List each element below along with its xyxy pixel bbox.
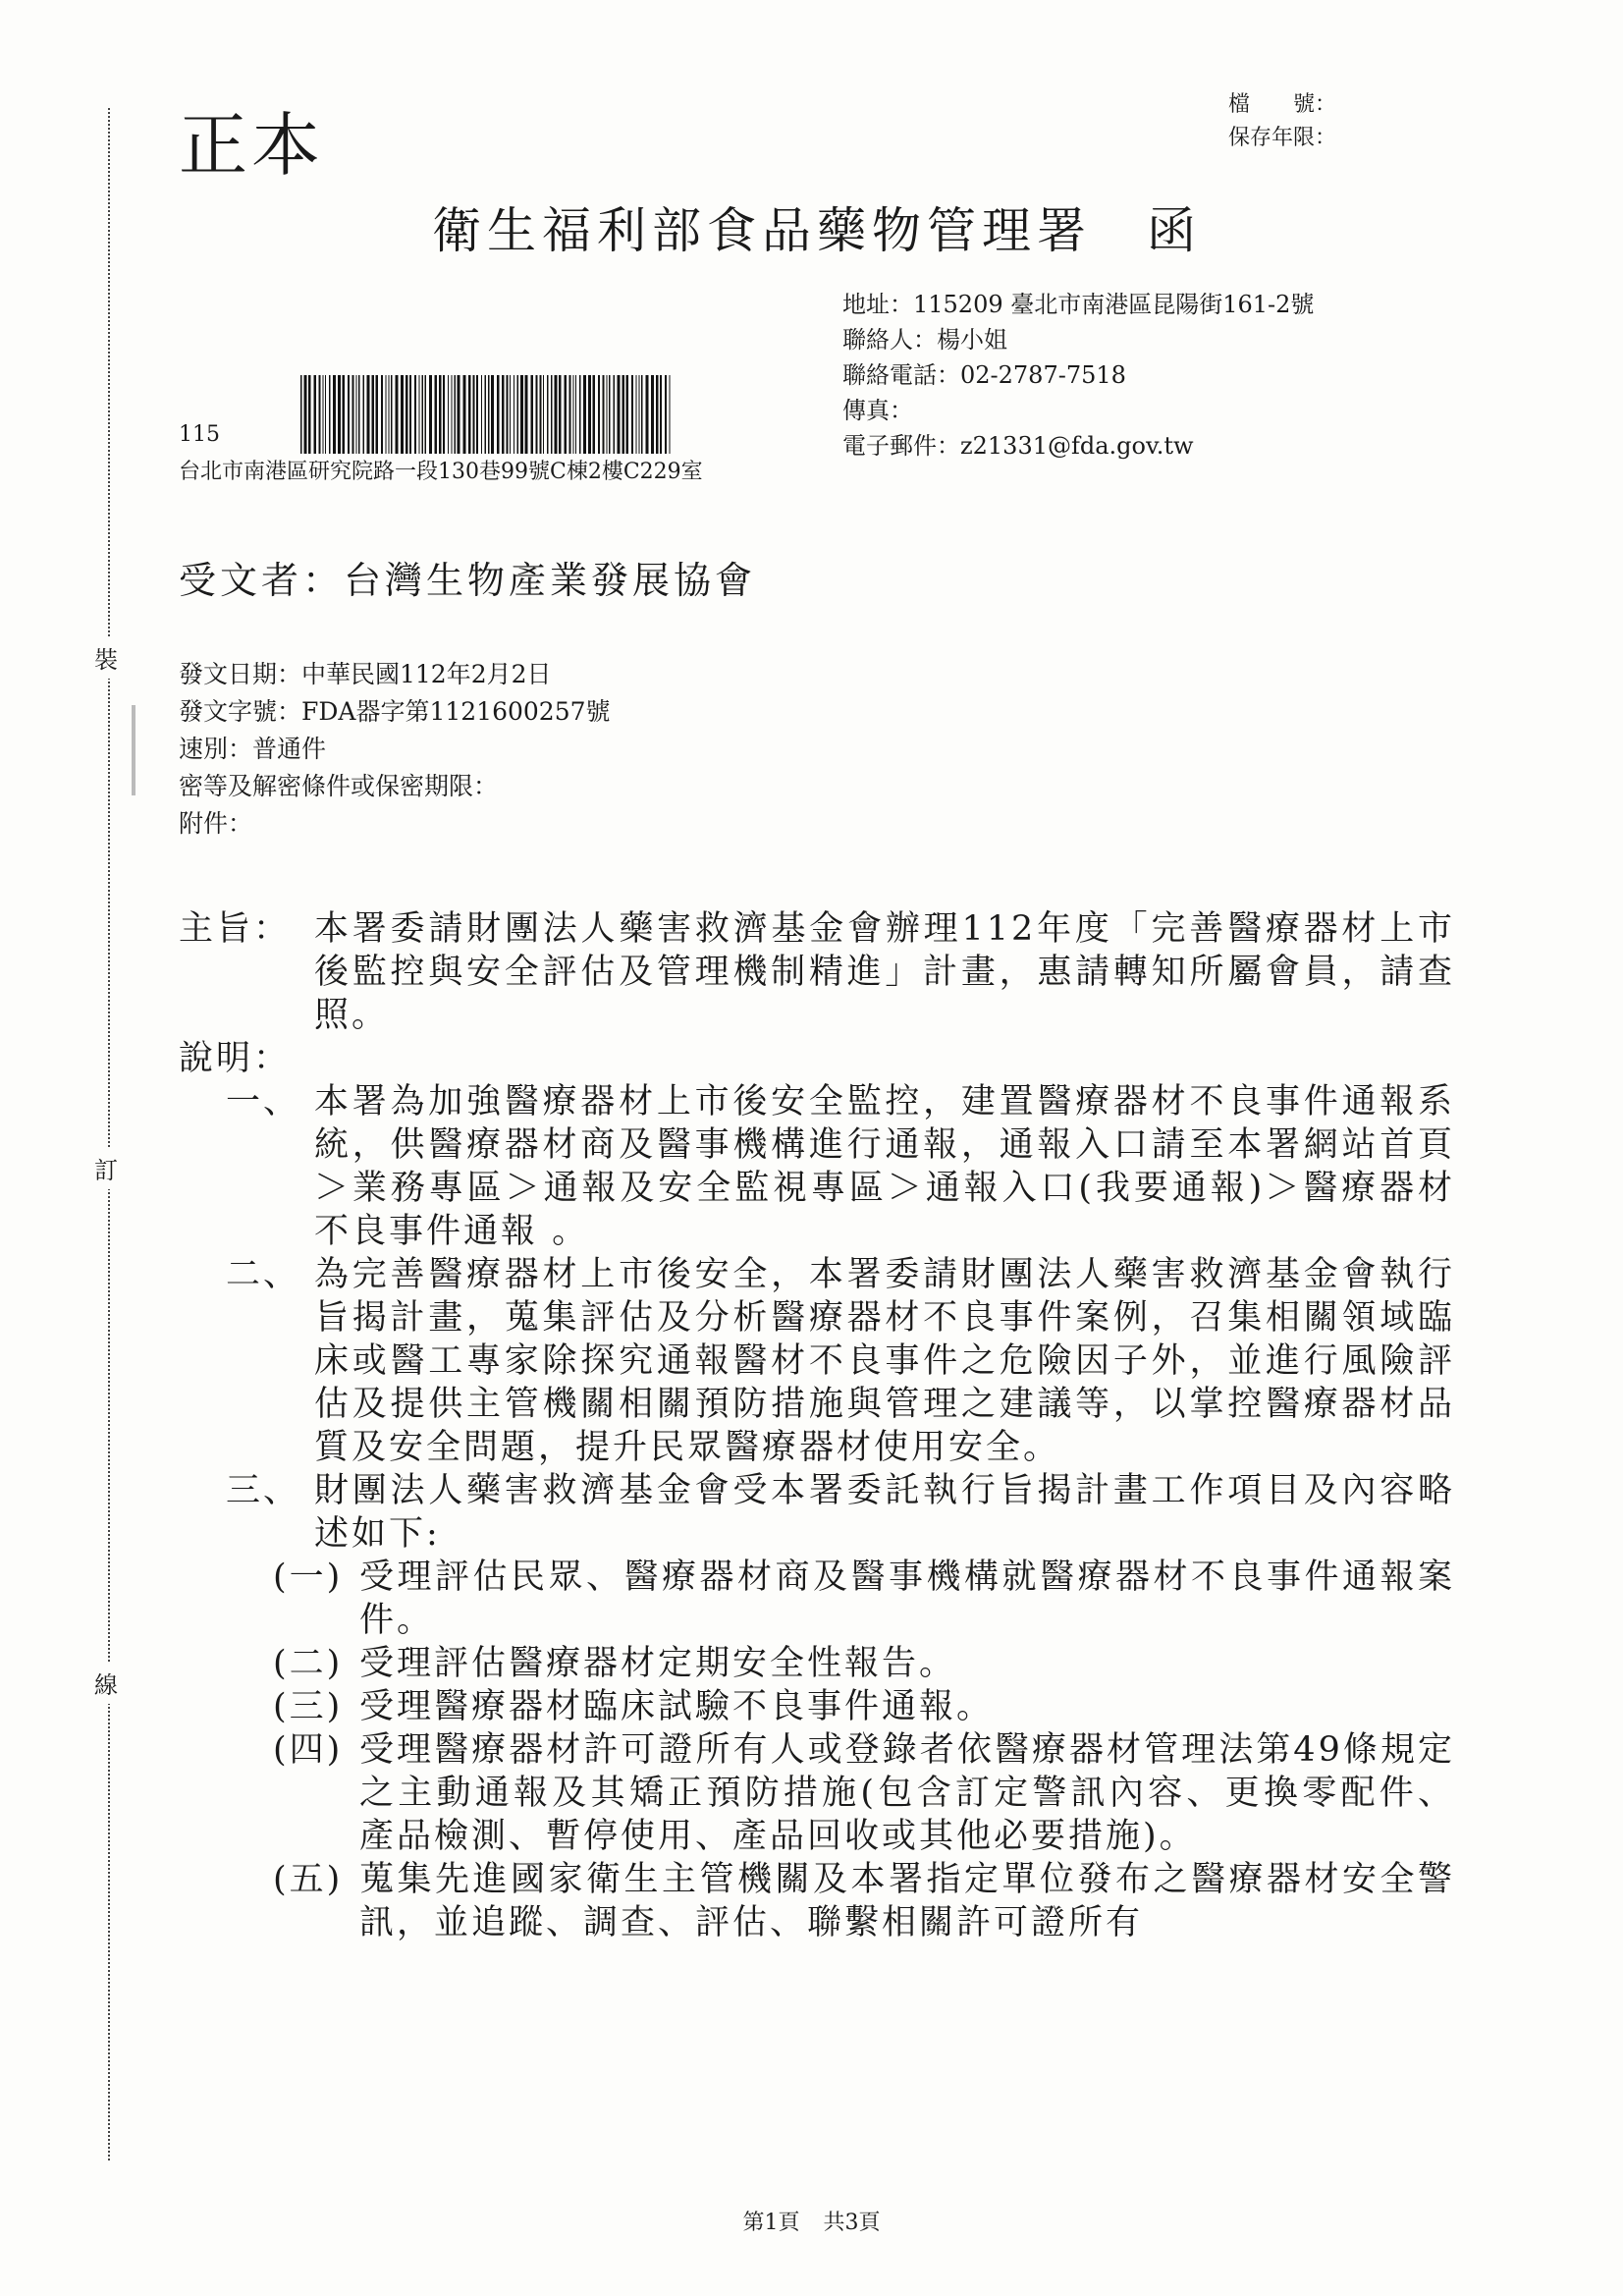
copy-mark: 正本 (179, 105, 324, 186)
barcode-bar (409, 375, 411, 454)
barcode-bar (540, 375, 542, 454)
item-text: 為完善醫療器材上市後安全，本署委請財團法人藥害救濟基金會執行旨揭計畫，蒐集評估及分析醫療器材不良事件案例，召集相關領域臨床或醫工專家除探究通報醫材不良事件之危險因子外，並進行風險評估及提供主管機關相關預防措施與管理之建議等，以掌控醫療器材品質及安全問題，提升民眾醫療器材使用安全。 (314, 1255, 1455, 1467)
barcode-bar (491, 375, 494, 454)
barcode-bar (468, 375, 471, 454)
barcode-bar (547, 375, 549, 454)
item-text: 本署為加強醫療器材上市後安全監控，建置醫療器材不良事件通報系統，供醫療器材商及醫事機構進行通報，通報入口請至本署網站首頁＞業務專區＞通報及安全監視專區＞通報入口(我要通報)＞醫療器材不良事件通報 。 (314, 1082, 1455, 1251)
file-meta (1228, 88, 1336, 155)
agency-title (432, 191, 1202, 262)
barcode-bar (308, 375, 311, 454)
explanation-label: 說明： (179, 1039, 292, 1078)
page-footer (0, 2206, 1623, 2236)
barcode-bar (670, 375, 671, 454)
barcode-bar (319, 375, 321, 454)
barcode-bar (555, 375, 558, 454)
barcode-bar (435, 375, 438, 454)
barcode-bar (473, 375, 475, 454)
document-meta (179, 656, 611, 843)
barcode-bar (414, 375, 416, 454)
barcode-bar (536, 375, 538, 454)
barcode-bar (401, 375, 404, 454)
barcode-bar (520, 375, 523, 454)
barcode-bar (463, 375, 466, 454)
subitem-text: 蒐集先進國家衛生主管機關及本署指定單位發布之醫療器材安全警訊，並追蹤、調查、評估、聯繫相關許可證所有 (359, 1860, 1455, 1942)
barcode-bar (622, 375, 625, 454)
page-total: 共3頁 (823, 2211, 881, 2235)
barcode-bar (579, 375, 581, 454)
barcode-bar (325, 375, 326, 454)
barcode-bar (329, 375, 331, 454)
barcode-bar (603, 375, 605, 454)
barcode-bar (485, 375, 487, 454)
barcode-bar (419, 375, 420, 454)
barcode-bar (598, 375, 600, 454)
barcode-bar (481, 375, 482, 454)
barcode-bar (443, 375, 445, 454)
subitem-label: (二) (273, 1644, 344, 1683)
barcode-bar (358, 375, 360, 454)
work-item-2 (179, 1642, 1455, 1685)
item-label: 一、 (226, 1082, 301, 1121)
barcode-bar (559, 375, 562, 454)
barcode-bar (583, 375, 586, 454)
barcode-bar (510, 375, 511, 454)
item-label: 三、 (226, 1471, 301, 1510)
barcode-bar (551, 375, 553, 454)
barcode-bar (300, 375, 302, 454)
subject-text: 本署委請財團法人藥害救濟基金會辦理112年度「完善醫療器材上市後監控與安全評估及管理機制精進」計畫，惠請轉知所屬會員，請查照。 (314, 909, 1455, 1035)
barcode-bar (660, 375, 662, 454)
barcode-bar (391, 375, 393, 454)
work-item-1 (179, 1556, 1455, 1642)
barcode-bar (422, 375, 424, 454)
barcode-bar (363, 375, 365, 454)
barcode-bar (646, 375, 649, 454)
item-label: 二、 (226, 1255, 301, 1294)
file-number-label: 檔 號： (1227, 92, 1336, 117)
barcode-bar (448, 375, 449, 454)
contact-fax: 傳真： (842, 397, 913, 424)
document-body (179, 907, 1455, 1944)
barcode-bar (543, 375, 544, 454)
mailing-zip: 115 (179, 422, 220, 447)
explanation-item-2 (179, 1253, 1455, 1469)
subitem-label: (三) (273, 1687, 344, 1726)
barcode-bar (386, 375, 387, 454)
recipient: 受文者：台灣生物產業發展協會 (179, 559, 757, 602)
subject-label: 主旨： (179, 909, 292, 949)
barcode-bar (609, 375, 611, 454)
contact-block (842, 287, 1314, 464)
barcode-bar (517, 375, 519, 454)
binding-char-top: 裝 (94, 636, 118, 679)
contact-phone: 聯絡電話：02-2787-7518 (842, 361, 1126, 389)
barcode-bar (488, 375, 490, 454)
barcode-bar (476, 375, 478, 454)
subject (179, 907, 1455, 1037)
barcode-bar (651, 375, 654, 454)
barcode-bar (304, 375, 307, 454)
barcode-bar (593, 375, 596, 454)
explanation-item-1 (179, 1080, 1455, 1253)
barcode-bar (565, 375, 568, 454)
delivery-speed: 速別：普通件 (179, 735, 327, 763)
mailing-address: 台北市南港區研究院路一段130巷99號C棟2樓C229室 (179, 460, 703, 484)
barcode-bar (338, 375, 341, 454)
barcode-bar (569, 375, 571, 454)
barcode-bar (396, 375, 399, 454)
retention-label: 保存年限： (1227, 126, 1336, 150)
work-item-3 (179, 1685, 1455, 1728)
barcode-bar (458, 375, 460, 454)
contact-address: 地址：115209 臺北市南港區昆陽街161-2號 (842, 291, 1315, 318)
postal-barcode (298, 375, 674, 454)
barcode-bar (372, 375, 375, 454)
barcode-bar (614, 375, 616, 454)
subitem-label: (四) (273, 1730, 344, 1770)
binding-char-bottom: 線 (94, 1662, 118, 1704)
barcode-bar (425, 375, 427, 454)
subitem-label: (五) (273, 1860, 344, 1899)
barcode-bar (607, 375, 608, 454)
subitem-text: 受理醫療器材臨床試驗不良事件通報。 (359, 1687, 995, 1726)
barcode-bar (348, 375, 350, 454)
barcode-bar (502, 375, 505, 454)
barcode-bar (618, 375, 621, 454)
barcode-bar (665, 375, 667, 454)
barcode-bar (429, 375, 432, 454)
binding-char-middle: 訂 (94, 1147, 118, 1189)
barcode-bar (575, 375, 576, 454)
barcode-bar (439, 375, 442, 454)
work-item-4 (179, 1728, 1455, 1858)
barcode-bar (588, 375, 591, 454)
contact-email: 電子郵件：z21331@fda.gov.tw (842, 432, 1194, 460)
barcode-bar (507, 375, 509, 454)
barcode-bar (376, 375, 379, 454)
barcode-bar (631, 375, 633, 454)
barcode-bar (389, 375, 390, 454)
barcode-bar (525, 375, 528, 454)
barcode-bar (367, 375, 370, 454)
document-type: 函 (1147, 202, 1202, 259)
barcode-bar (314, 375, 317, 454)
barcode-bar (323, 375, 324, 454)
subitem-text: 受理評估民眾、醫療器材商及醫事機構就醫療器材不良事件通報案件。 (359, 1558, 1455, 1640)
barcode-bar (455, 375, 457, 454)
page-number: 第1頁 (742, 2211, 800, 2235)
agency-name: 衛生福利部食品藥物管理署 (432, 202, 1092, 259)
work-item-5 (179, 1858, 1455, 1944)
subitem-text: 受理醫療器材許可證所有人或登錄者依醫療器材管理法第49條規定之主動通報及其矯正預防措施(包含訂定警訊內容、更換零配件、產品檢測、暫停使用、產品回收或其他必要措施)。 (359, 1730, 1455, 1856)
barcode-bar (356, 375, 357, 454)
barcode-bar (573, 375, 574, 454)
barcode-bar (381, 375, 383, 454)
subitem-text: 受理評估醫療器材定期安全性報告。 (359, 1644, 957, 1683)
issue-date: 發文日期：中華民國112年2月2日 (179, 660, 552, 688)
barcode-bar (636, 375, 637, 454)
barcode-bar (656, 375, 659, 454)
barcode-bar (639, 375, 640, 454)
barcode-bar (343, 375, 346, 454)
barcode-bar (641, 375, 643, 454)
barcode-bar (352, 375, 354, 454)
explanation-item-3 (179, 1469, 1455, 1556)
secrecy-level: 密等及解密條件或保密期限： (179, 772, 499, 800)
subitem-label: (一) (273, 1558, 344, 1597)
barcode-bar (333, 375, 336, 454)
barcode-bar (406, 375, 408, 454)
barcode-bar (626, 375, 629, 454)
barcode-bar (497, 375, 500, 454)
barcode-bar (531, 375, 534, 454)
attachment: 附件： (179, 809, 253, 838)
binding-line (108, 108, 110, 2160)
contact-person: 聯絡人：楊小姐 (842, 326, 1007, 354)
document-number: 發文字號：FDA器字第1121600257號 (179, 697, 611, 726)
barcode-bar (452, 375, 453, 454)
scan-mark (132, 705, 135, 795)
item-text: 財團法人藥害救濟基金會受本署委託執行旨揭計畫工作項目及內容略述如下: (314, 1471, 1455, 1554)
